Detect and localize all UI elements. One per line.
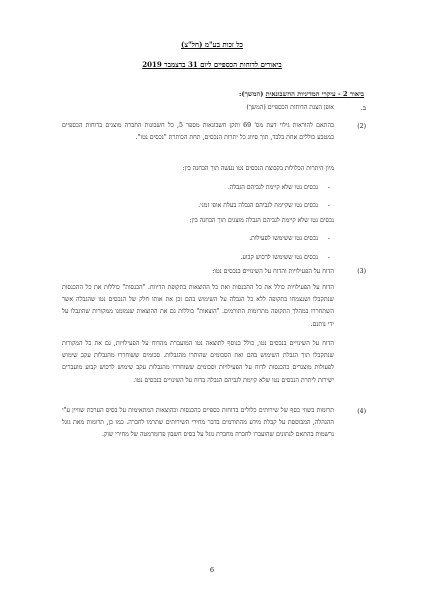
document-title: ביאורים לדוחות הכספיים ליום 31 בדצמבר 2019 <box>142 60 282 69</box>
bullet-dash: - <box>327 254 330 261</box>
bullet-dash: - <box>327 235 330 242</box>
section-heading-main: ביאור 2 - עיקרי המדיניות החשבונאית <box>265 90 364 98</box>
page-number: 6 <box>209 566 215 574</box>
item-3-intro: הדוח על הפעילויות והדוח על השינויים בנכסים נטו: <box>212 268 334 275</box>
item-number-4: (4) <box>357 408 366 415</box>
item-number-2: (2) <box>357 123 366 130</box>
bullet-text: נכסים נטו שלא קיימת לגביהם הגבלה. <box>227 184 318 191</box>
bullet-item <box>198 200 330 212</box>
bullet-item <box>228 182 330 194</box>
item-letter-b: ב. <box>360 104 366 112</box>
item-2-intro-2: נכסים נטו שלא קיימת לגביהם הגבלה מוצגים תוך הבחנה בין: <box>189 217 334 224</box>
bullet-dash: - <box>327 202 330 209</box>
bullet-text: נכסים נטו ששימשו לפעילות. <box>249 235 318 242</box>
item-3-paragraph-2: הדוח על השינויים בנכסים נטו, כולל בנוסף לתוצאה נטו המועברת מהדוח על הפעילויות, גם את כל המקורות שנתקבלו תוך הגבלת השימוש בהם ואת הסכומים שהותרו מהגבלות. סכומים ששוחררו מהגבלות עקב שימוש לפעולות מוצגרים כהכנסות לדוח על הפעילויות וסכומים ששוחררו מהגבלות עקב שימוש לרכוש קבוע מועברים ישירות ליתרת הנכסים נטו שלא קיימת לגביהם הגבלה בדוח על השינויים בנכסים נטו. <box>62 340 334 384</box>
section-heading-suffix: (המשך): <box>239 90 266 98</box>
section-heading <box>239 90 364 98</box>
item-4-paragraph: תרומות בשווי כסף של שירותים כלולים בדוחות כספיים כהכנסות וכהוצאות המתאימות על בסיס הערכת שוויין ע"י ההנהלה, המבוססת על קבלת מידע מהתורמים בדבר מחירי השירותים שתרמו לחברה. כמו כן, תרומות מאת גוגל נרשמות בהתאם לנתונים שהועברו לחברה מחברת גוגל על בסיס חשבון פרומרמטה של מחירי שוק. <box>62 407 334 439</box>
organization-name: כל זכות בע"מ (חל"צ) <box>181 40 243 49</box>
bullet-text: נכסים נטו ששימשו לרכוש קבוע. <box>240 254 318 261</box>
bullet-item <box>240 252 330 264</box>
bullet-text: נכסים נטו שקיימת לגביהם הגבלה בעלת אופי זמני. <box>198 202 318 209</box>
bullet-dash: - <box>327 184 330 191</box>
item-b-heading: אופן הצגת הדוחות הכספיים (המשך) <box>246 104 334 111</box>
item-2-paragraph: בהתאם להוראות גילוי דעת מס' 69 ותקן חשבונאות מספר 5, כל חשבונות החברה מוצגים בדוחות הכספיים במטבע כוללים אחת בלבד, תוך סיווג כל יתרות הנכסים, תחת הכותרת "נכסים נטו". <box>62 122 334 142</box>
bullet-item <box>249 233 330 245</box>
item-number-3: (3) <box>357 268 366 275</box>
item-3-paragraph-1: הדוח על הפעילויות כולל את כל ההכנסות ואת כל ההוצאות בתקופת הדיווח. "הכנסות" כוללות את כל ההכנסות שנתקבלו ושנצמחו בתקופה ללא כל הגבלה על השימוש בהם וכן את אותו חלק של הנכסים נטו שהגבלה אשר השתחררו במהלך התקופה מתרומות התורמים. "הוצאות" כוללות גם את ההוצאות שנמומנו ממקורות שהוגבלו על ידי נותנם. <box>62 284 334 328</box>
item-2-intro-1: מיון היתרות הכלולות בקבוצת הנכסים נטו נעשה תוך הבחנה בין: <box>182 165 334 172</box>
